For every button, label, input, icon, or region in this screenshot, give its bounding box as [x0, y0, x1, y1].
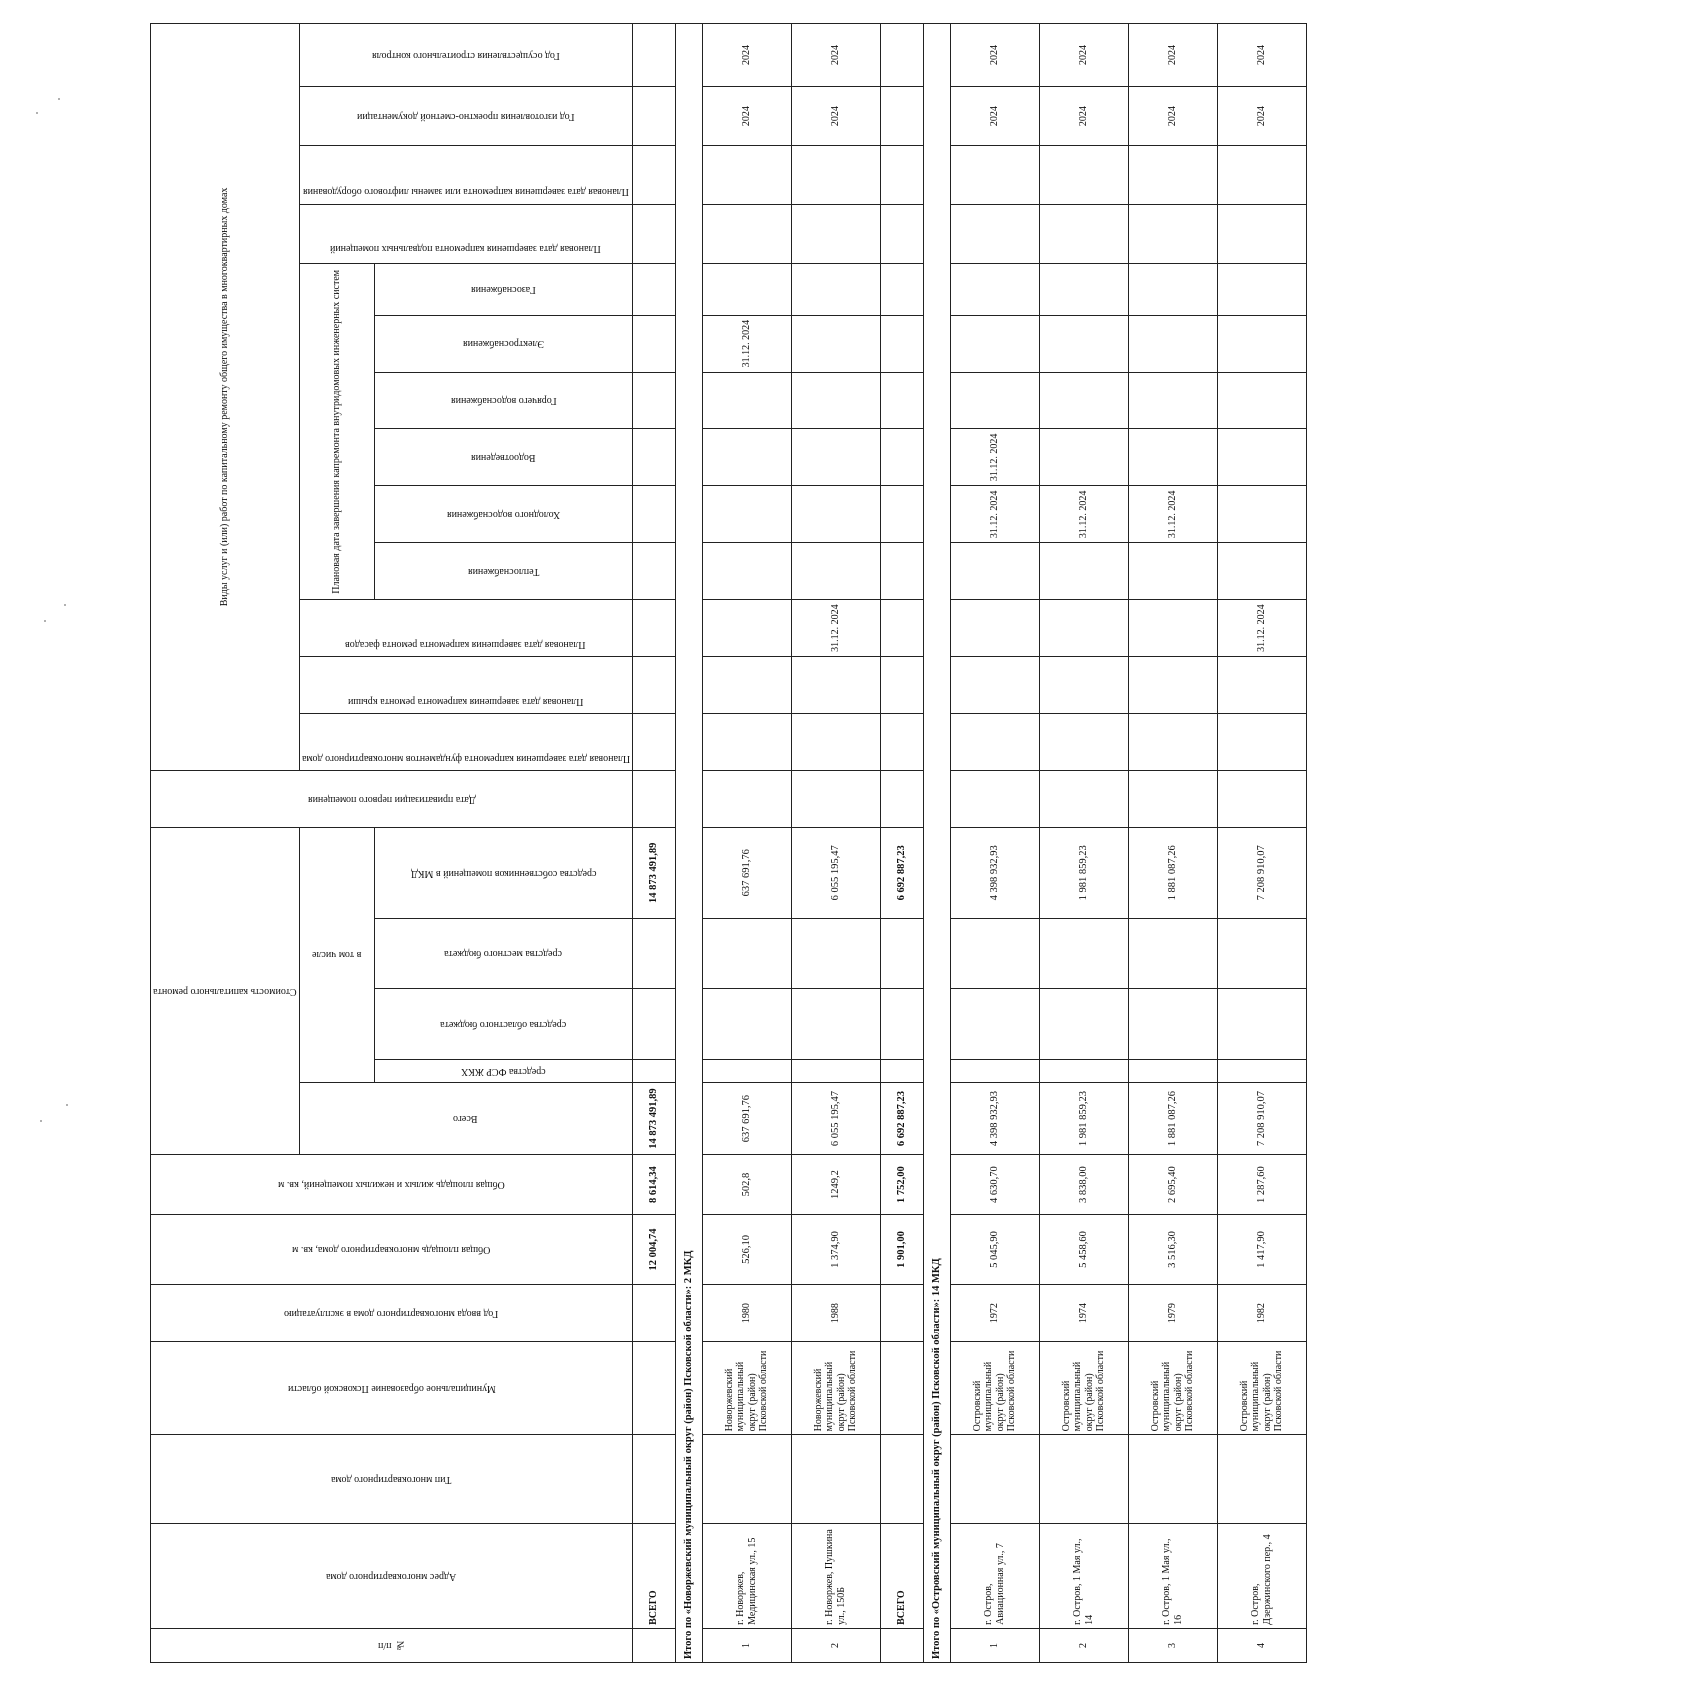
- cell-empty: [1039, 543, 1128, 600]
- section-title: Итого по «Новоржевский муниципальный округ (район) Псковской области»: 2 МКД: [675, 24, 702, 1663]
- header-psd: Год изготовления проектно-сметной документации: [299, 86, 632, 145]
- header-control: Год осуществления строительного контроля: [299, 24, 632, 87]
- cell-n: 1: [950, 1628, 1039, 1662]
- cell-year: 1982: [1217, 1285, 1306, 1342]
- cell-empty: [950, 918, 1039, 989]
- cell-empty: [702, 713, 791, 770]
- cell-empty: [880, 543, 923, 600]
- cell-empty: [880, 24, 923, 87]
- cell-empty: [702, 989, 791, 1060]
- header-works-group: Виды услуг и (или) работ по капитальному ремонту общего имущества в многоквартирных домах: [151, 24, 300, 771]
- cell-empty: [1217, 770, 1306, 827]
- cell-cost-total: 7 208 910,07: [1217, 1082, 1306, 1155]
- cell-empty: [1128, 713, 1217, 770]
- cell-empty: [702, 657, 791, 714]
- cell-empty: [791, 205, 880, 264]
- cell-municipality: Новоржевский муниципальный округ (район) Псковской области: [791, 1342, 880, 1435]
- cell-municipality: Островский муниципальный округ (район) Псковской области: [1039, 1342, 1128, 1435]
- cell-area-total: 3 516,30: [1128, 1214, 1217, 1285]
- header-num: № п/п: [151, 1628, 633, 1662]
- scan-speck: [64, 604, 66, 606]
- cell-control: 2024: [791, 24, 880, 87]
- header-municipality: Муниципальное образование Псковской области: [151, 1342, 633, 1435]
- cell-area-total: 1 374,90: [791, 1214, 880, 1285]
- cell-empty: [1128, 264, 1217, 315]
- cell-empty: [1217, 146, 1306, 205]
- cell-n: 4: [1217, 1628, 1306, 1662]
- header-elec: Электроснабжения: [374, 315, 632, 372]
- total-area-living: 1 752,00: [880, 1155, 923, 1214]
- cell-address: г. Остров, Авиационная ул., 7: [950, 1524, 1039, 1629]
- cell-empty: [950, 989, 1039, 1060]
- cell-type: [791, 1435, 880, 1524]
- cell-n: 3: [1128, 1628, 1217, 1662]
- cell-municipality: Островский муниципальный округ (район) Псковской области: [950, 1342, 1039, 1435]
- cell-address: г. Остров, 1 Мая ул., 14: [1039, 1524, 1128, 1629]
- cell-empty: [1217, 264, 1306, 315]
- cell-year: 1979: [1128, 1285, 1217, 1342]
- cell-empty: [791, 918, 880, 989]
- header-cold: Холодного водоснабжения: [374, 486, 632, 543]
- cell-empty: [880, 1342, 923, 1435]
- header-sewer: Водоотведения: [374, 429, 632, 486]
- cell-address: г. Остров, Дзержинского пер., 4: [1217, 1524, 1306, 1629]
- cell-cost-total: 1 981 859,23: [1039, 1082, 1128, 1155]
- cell-empty: [880, 713, 923, 770]
- cell-empty: [1039, 989, 1128, 1060]
- cell-empty: [1128, 205, 1217, 264]
- cell-cost-total: 4 398 932,93: [950, 1082, 1039, 1155]
- cell-type: [950, 1435, 1039, 1524]
- cell-sewer: [791, 429, 880, 486]
- cell-empty: [1128, 1059, 1217, 1082]
- cell-empty: [880, 86, 923, 145]
- cell-area-living: 1249,2: [791, 1155, 880, 1214]
- cell-empty: [702, 543, 791, 600]
- cell-psd: 2024: [1128, 86, 1217, 145]
- cell-empty: [1039, 770, 1128, 827]
- header-address: Адрес многоквартирного дома: [151, 1524, 633, 1629]
- cell-empty: [950, 372, 1039, 429]
- cell-empty: [880, 372, 923, 429]
- cell-address: г. Новоржев, Пушкина ул., 150Б: [791, 1524, 880, 1629]
- cell-type: [1039, 1435, 1128, 1524]
- cell-n: 2: [791, 1628, 880, 1662]
- cell-empty: [702, 770, 791, 827]
- scan-speck: [58, 98, 60, 100]
- cell-empty: [1217, 205, 1306, 264]
- header-incl: в том числе: [299, 827, 374, 1082]
- cell-empty: [791, 657, 880, 714]
- cell-year: 1974: [1039, 1285, 1128, 1342]
- cell-cost-owners: 6 055 195,47: [791, 827, 880, 918]
- cell-empty: [880, 146, 923, 205]
- cell-empty: [791, 989, 880, 1060]
- cell-cold: 31.12. 2024: [1128, 486, 1217, 543]
- header-hot: Горячего водоснабжения: [374, 372, 632, 429]
- cell-facade: [1128, 600, 1217, 657]
- cell-empty: [702, 146, 791, 205]
- scan-speck: [36, 112, 38, 114]
- cell-empty: [791, 713, 880, 770]
- cell-empty: [880, 989, 923, 1060]
- cell-empty: [1217, 372, 1306, 429]
- header-area-total: Общая площадь многоквартирного дома, кв. м: [151, 1214, 633, 1285]
- cell-empty: [1217, 989, 1306, 1060]
- table-row: [1128, 24, 1217, 1663]
- cell-municipality: Новоржевский муниципальный округ (район) Псковской области: [702, 1342, 791, 1435]
- table-row: [1039, 24, 1128, 1663]
- cell-empty: [1039, 918, 1128, 989]
- cell-cold: [702, 486, 791, 543]
- cell-empty: [950, 1059, 1039, 1082]
- cell-empty: [950, 770, 1039, 827]
- cell-area-total: 526,10: [702, 1214, 791, 1285]
- cell-empty: [950, 657, 1039, 714]
- cell-empty: [1217, 657, 1306, 714]
- cell-empty: [1217, 543, 1306, 600]
- header-cost-total: Всего: [299, 1082, 632, 1155]
- cell-empty: [1217, 713, 1306, 770]
- cell-empty: [880, 657, 923, 714]
- total-label: ВСЕГО: [880, 1524, 923, 1629]
- cell-empty: [950, 543, 1039, 600]
- cell-empty: [1128, 918, 1217, 989]
- cell-control: 2024: [702, 24, 791, 87]
- cell-elec: [791, 315, 880, 372]
- cell-empty: [1128, 146, 1217, 205]
- cell-facade: 31.12. 2024: [1217, 600, 1306, 657]
- cell-area-living: 2 695,40: [1128, 1155, 1217, 1214]
- cell-empty: [1039, 713, 1128, 770]
- cell-empty: [1128, 372, 1217, 429]
- cell-empty: [880, 600, 923, 657]
- cell-empty: [880, 1628, 923, 1662]
- total-cost-total: 6 692 887,23: [880, 1082, 923, 1155]
- cell-sewer: [1039, 429, 1128, 486]
- cell-empty: [1039, 372, 1128, 429]
- section-total-row: [880, 24, 923, 1663]
- cell-empty: [1128, 543, 1217, 600]
- cell-control: 2024: [1128, 24, 1217, 87]
- cell-empty: [880, 770, 923, 827]
- cell-empty: [791, 1059, 880, 1082]
- cell-empty: [702, 918, 791, 989]
- cell-empty: [880, 918, 923, 989]
- header-foundation: Плановая дата завершения капремонта фундаментов многоквартирного дома: [299, 713, 632, 770]
- cell-empty: [1039, 264, 1128, 315]
- cell-control: 2024: [1039, 24, 1128, 87]
- table-row: [791, 24, 880, 1663]
- cell-sewer: [1217, 429, 1306, 486]
- total-cost-owners: 6 692 887,23: [880, 827, 923, 918]
- cell-control: 2024: [950, 24, 1039, 87]
- cell-year: 1972: [950, 1285, 1039, 1342]
- cell-empty: [1217, 1059, 1306, 1082]
- cell-elec: [1128, 315, 1217, 372]
- cell-empty: [702, 205, 791, 264]
- cell-empty: [950, 205, 1039, 264]
- cell-empty: [1039, 205, 1128, 264]
- cell-area-living: 3 838,00: [1039, 1155, 1128, 1214]
- cell-empty: [880, 1435, 923, 1524]
- header-cost-group: Стоимость капитального ремонта: [151, 827, 300, 1155]
- cell-empty: [880, 1059, 923, 1082]
- cell-year: 1980: [702, 1285, 791, 1342]
- header-roof: Плановая дата завершения капремонта ремонта крыши: [299, 657, 632, 714]
- cell-empty: [791, 543, 880, 600]
- cell-elec: 31.12. 2024: [702, 315, 791, 372]
- cell-cost-owners: 4 398 932,93: [950, 827, 1039, 918]
- header-facade: Плановая дата завершения капремонта ремонта фасадов: [299, 600, 632, 657]
- header-heat: Теплоснабжения: [374, 543, 632, 600]
- cell-address: г. Остров, 1 Мая ул., 16: [1128, 1524, 1217, 1629]
- cell-psd: 2024: [791, 86, 880, 145]
- header-area-living: Общая площадь жилых и нежилых помещений, кв. м: [151, 1155, 633, 1214]
- cell-area-living: 4 630,70: [950, 1155, 1039, 1214]
- cell-empty: [880, 1285, 923, 1342]
- cell-psd: 2024: [1039, 86, 1128, 145]
- cell-cost-total: 6 055 195,47: [791, 1082, 880, 1155]
- header-cost-owners: средства собственников помещений в МКД: [374, 827, 632, 918]
- scan-speck: [44, 620, 46, 622]
- header-eng-group: Плановая дата завершения капремонта внутридомовых инженерных систем: [299, 264, 374, 600]
- sections-body: [675, 24, 1306, 1663]
- scan-speck: [40, 1120, 42, 1122]
- cell-type: [1217, 1435, 1306, 1524]
- cell-facade: 31.12. 2024: [791, 600, 880, 657]
- table-row: [1217, 24, 1306, 1663]
- cell-empty: [880, 264, 923, 315]
- table-row: [950, 24, 1039, 1663]
- header-year-built: Год ввода многоквартирного дома в эксплуатацию: [151, 1285, 633, 1342]
- cell-empty: [702, 372, 791, 429]
- cell-elec: [950, 315, 1039, 372]
- cell-area-total: 1 417,90: [1217, 1214, 1306, 1285]
- header-lift: Плановая дата завершения капремонта или замены лифтового оборудования: [299, 146, 632, 205]
- cell-elec: [1217, 315, 1306, 372]
- cell-n: 2: [1039, 1628, 1128, 1662]
- cell-cold: 31.12. 2024: [950, 486, 1039, 543]
- cell-empty: [1039, 146, 1128, 205]
- section-title-row: [923, 24, 950, 1663]
- cell-cold: 31.12. 2024: [1039, 486, 1128, 543]
- section-title: Итого по «Островский муниципальный округ (район) Псковской области»: 14 МКД: [923, 24, 950, 1663]
- header-cost-region: средства областного бюджета: [374, 989, 632, 1060]
- total-area-total: 1 901,00: [880, 1214, 923, 1285]
- cell-empty: [880, 205, 923, 264]
- header-cost-local: средства местного бюджета: [374, 918, 632, 989]
- cell-empty: [880, 486, 923, 543]
- cell-area-total: 5 458,60: [1039, 1214, 1128, 1285]
- cell-cost-owners: 7 208 910,07: [1217, 827, 1306, 918]
- cell-empty: [1217, 918, 1306, 989]
- cell-facade: [950, 600, 1039, 657]
- cell-control: 2024: [1217, 24, 1306, 87]
- header-gas: Газоснабжения: [374, 264, 632, 315]
- cell-cold: [1217, 486, 1306, 543]
- cell-empty: [950, 146, 1039, 205]
- cell-empty: [702, 1059, 791, 1082]
- cell-empty: [880, 315, 923, 372]
- cell-n: 1: [702, 1628, 791, 1662]
- cell-empty: [1039, 1059, 1128, 1082]
- scan-speck: [66, 1104, 68, 1106]
- grand-total-row: ВСЕГО 12 004,74 8 614,34 14 873 491,89 14 873 491,89: [632, 24, 675, 1663]
- cell-empty: [950, 264, 1039, 315]
- cell-empty: [702, 264, 791, 315]
- cell-cost-total: 637 691,76: [702, 1082, 791, 1155]
- cell-elec: [1039, 315, 1128, 372]
- cell-cold: [791, 486, 880, 543]
- cell-empty: [791, 264, 880, 315]
- section-title-row: [675, 24, 702, 1663]
- cell-sewer: 31.12. 2024: [950, 429, 1039, 486]
- cell-type: [702, 1435, 791, 1524]
- cell-area-living: 1 287,60: [1217, 1155, 1306, 1214]
- cell-sewer: [702, 429, 791, 486]
- cell-cost-owners: 637 691,76: [702, 827, 791, 918]
- cell-cost-owners: 1 981 859,23: [1039, 827, 1128, 918]
- cell-empty: [1039, 657, 1128, 714]
- header-basement: Плановая дата завершения капремонта подвальных помещений: [299, 205, 632, 264]
- table-row: [702, 24, 791, 1663]
- header-cost-fsr: средства ФСР ЖКХ: [374, 1059, 632, 1082]
- cell-sewer: [1128, 429, 1217, 486]
- cell-area-total: 5 045,90: [950, 1214, 1039, 1285]
- cell-municipality: Островский муниципальный округ (район) Псковской области: [1128, 1342, 1217, 1435]
- header-privatization: Дата приватизации первого помещения: [151, 770, 633, 827]
- cell-cost-total: 1 881 087,26: [1128, 1082, 1217, 1155]
- cell-address: г. Новоржев, Медицинская ул., 15: [702, 1524, 791, 1629]
- cell-empty: [791, 372, 880, 429]
- cell-empty: [1128, 989, 1217, 1060]
- cell-psd: 2024: [702, 86, 791, 145]
- header-type: Тип многоквартирного дома: [151, 1435, 633, 1524]
- cell-facade: [702, 600, 791, 657]
- cell-empty: [791, 770, 880, 827]
- cell-area-living: 502,8: [702, 1155, 791, 1214]
- cell-empty: [1128, 770, 1217, 827]
- cell-psd: 2024: [950, 86, 1039, 145]
- cell-facade: [1039, 600, 1128, 657]
- cell-cost-owners: 1 881 087,26: [1128, 827, 1217, 918]
- cell-empty: [880, 429, 923, 486]
- cell-empty: [791, 146, 880, 205]
- cell-type: [1128, 1435, 1217, 1524]
- cell-empty: [1128, 657, 1217, 714]
- cell-year: 1988: [791, 1285, 880, 1342]
- cell-municipality: Островский муниципальный округ (район) Псковской области: [1217, 1342, 1306, 1435]
- capital-repair-table: [150, 23, 1307, 1663]
- cell-empty: [950, 713, 1039, 770]
- cell-psd: 2024: [1217, 86, 1306, 145]
